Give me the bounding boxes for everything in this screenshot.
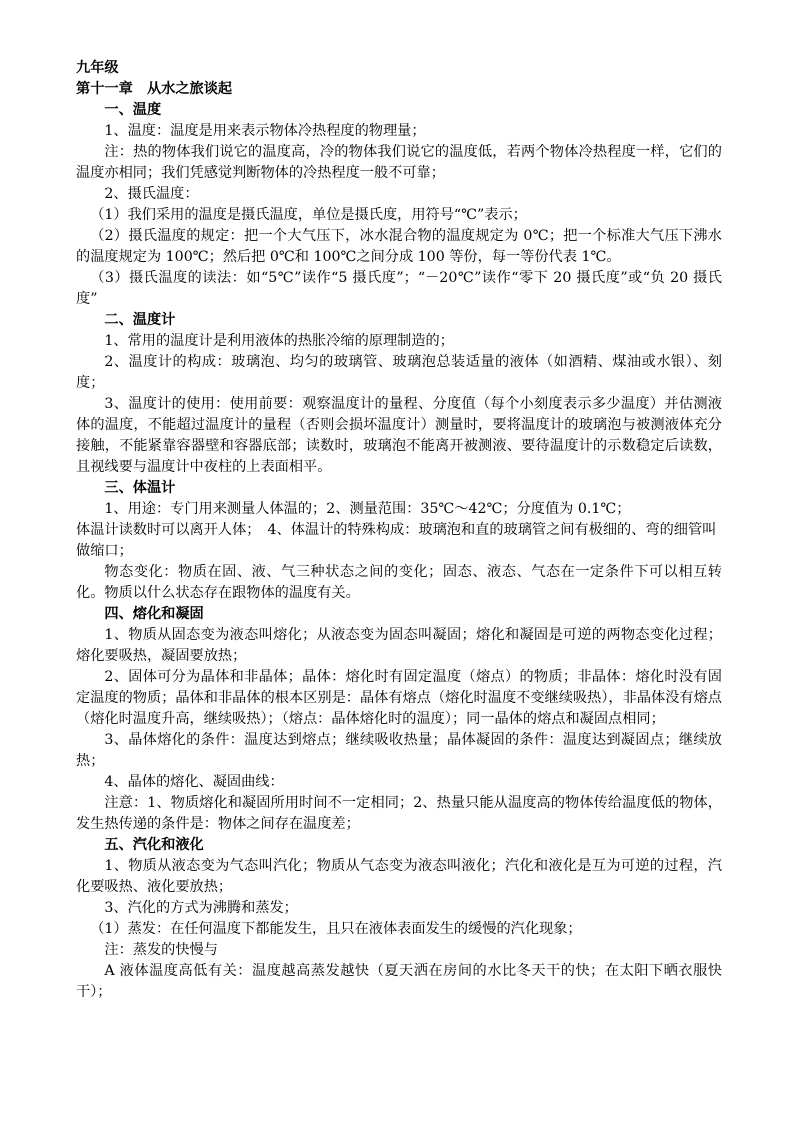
paragraph: 3、晶体熔化的条件：温度达到熔点；继续吸收热量；晶体凝固的条件：温度达到凝固点；继续放热； (76, 732, 722, 769)
grade-heading: 九年级 (76, 60, 119, 76)
paragraph: 物态变化：物质在固、液、气三种状态之间的变化；固态、液态、气态在一定条件下可以相互转化。物质以什么状态存在跟物体的温度有关。 (76, 564, 722, 601)
paragraph: 1、物质从固态变为液态叫熔化；从液态变为固态叫凝固；熔化和凝固是可逆的两物态变化过程；熔化要吸热，凝固要放热； (76, 627, 722, 664)
paragraph: 1、常用的温度计是利用液体的热胀冷缩的原理制造的； (104, 333, 454, 349)
chapter-title: 第十一章 从水之旅谈起 (76, 81, 233, 97)
section-title-temperature: 一、温度 (104, 102, 162, 118)
paragraph: （1）我们采用的温度是摄氏温度，单位是摄氏度，用符号“℃”表示； (90, 207, 527, 223)
paragraph: 1、用途：专门用来测量人体温的；2、测量范围：35℃～42℃；分度值为 0.1℃； (104, 501, 631, 517)
paragraph: 2、固体可分为晶体和非晶体；晶体：熔化时有固定温度（熔点）的物质；非晶体：熔化时没有固定温度的物质；晶体和非晶体的根本区别是：晶体有熔点（熔化时温度不变继续吸热），非晶体没有熔点（熔化时温度升高，继续吸热）；（熔点：晶体熔化时的温度）；同一晶体的熔点和凝固点相同； (76, 669, 722, 727)
paragraph: 体温计读数时可以离开人体； 4、体温计的特殊构成：玻璃泡和直的玻璃管之间有极细的、弯的细管叫做缩口； (76, 522, 717, 559)
section-title-thermometer: 二、温度计 (104, 312, 176, 328)
paragraph: 1、物质从液态变为气态叫汽化；物质从气态变为液态叫液化；汽化和液化是互为可逆的过程，汽化要吸热、液化要放热； (76, 858, 722, 895)
paragraph: （1）蒸发：在任何温度下都能发生，且只在液体表面发生的缓慢的汽化现象； (90, 921, 582, 937)
paragraph: 注：蒸发的快慢与 (104, 942, 218, 958)
paragraph: 注：热的物体我们说它的温度高，冷的物体我们说它的温度低，若两个物体冷热程度一样，它们的温度亦相同；我们凭感觉判断物体的冷热程度一般不可靠； (76, 144, 722, 181)
paragraph: 3、温度计的使用：使用前要：观察温度计的量程、分度值（每个小刻度表示多少温度）并估测液体的温度，不能超过温度计的量程（否则会损坏温度计）测量时，要将温度计的玻璃泡与被测液体充分接触，不能紧靠容器壁和容器底部；读数时，玻璃泡不能离开被测液、要待温度计的示数稳定后读数，且视线要与温度计中夜柱的上表面相平。 (76, 396, 722, 475)
section-title-clinical-thermometer: 三、体温计 (104, 480, 176, 496)
paragraph: （2）摄氏温度的规定：把一个大气压下，冰水混合物的温度规定为 0℃；把一个标准大气压下沸水的温度规定为 100℃；然后把 0℃和 100℃之间分成 100 等份，每一等份代表 1℃。 (76, 228, 722, 265)
paragraph: A 液体温度高低有关：温度越高蒸发越快（夏天洒在房间的水比冬天干的快；在太阳下晒衣服快干）； (76, 963, 722, 1000)
section-title-vaporization-liquefaction: 五、汽化和液化 (104, 837, 204, 853)
paragraph: 1、温度：温度是用来表示物体冷热程度的物理量； (104, 123, 426, 139)
paragraph: 注意：1、物质熔化和凝固所用时间不一定相同；2、热量只能从温度高的物体传给温度低的物体，发生热传递的条件是：物体之间存在温度差； (76, 795, 722, 832)
document-page (76, 58, 722, 1003)
section-title-melting-solidifying: 四、熔化和凝固 (104, 606, 204, 622)
paragraph: 3、汽化的方式为沸腾和蒸发； (104, 900, 298, 916)
paragraph: 2、摄氏温度： (104, 186, 199, 202)
paragraph: 2、温度计的构成：玻璃泡、均匀的玻璃管、玻璃泡总装适量的液体（如酒精、煤油或水银）、刻度； (76, 354, 722, 391)
paragraph: （3）摄氏温度的读法：如“5℃”读作“5 摄氏度”；“－20℃”读作“零下 20 摄氏度”或“负 20 摄氏度” (76, 270, 722, 307)
paragraph: 4、晶体的熔化、凝固曲线： (104, 774, 284, 790)
